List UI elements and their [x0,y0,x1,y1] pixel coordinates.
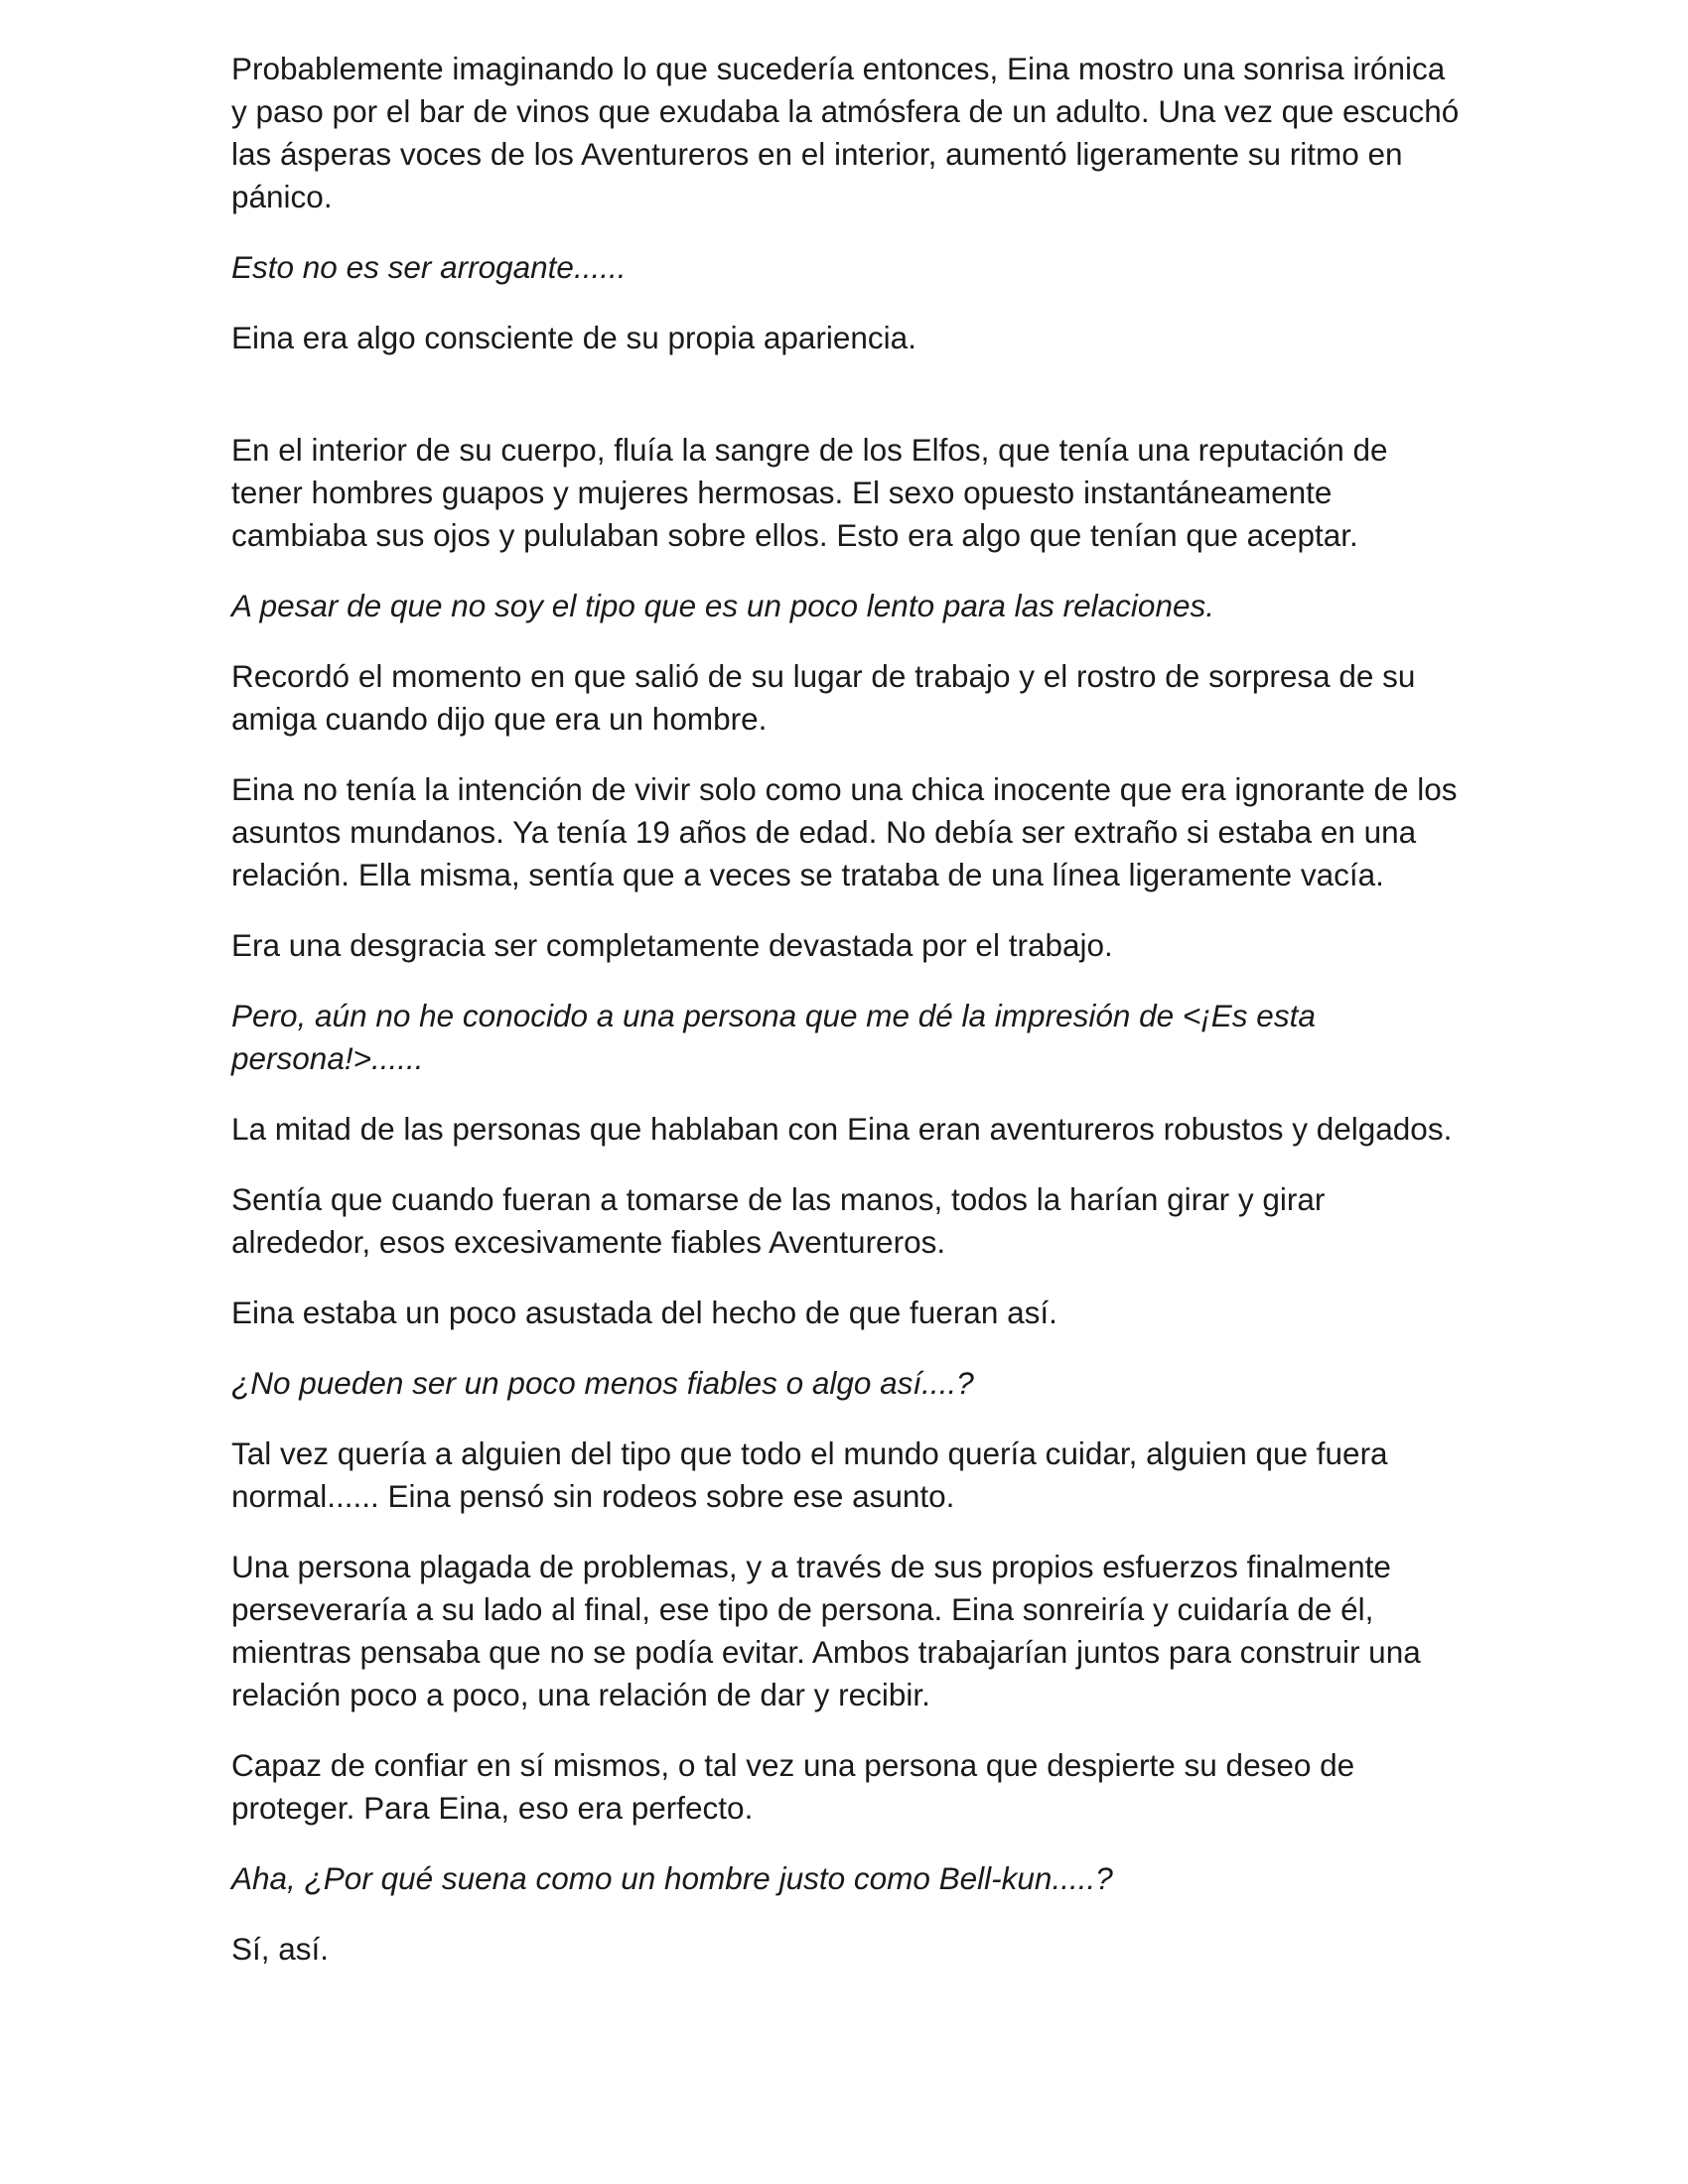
paragraph-italic: ¿No pueden ser un poco menos fiables o algo así....? [231,1365,974,1401]
paragraph: Eina era algo consciente de su propia apariencia. [231,320,916,355]
paragraph: Sí, así. [231,1931,330,1967]
paragraph: Recordó el momento en que salió de su lugar de trabajo y el rostro de sorpresa de su amiga cuando dijo que era un hombre. [231,658,1416,737]
paragraph: En el interior de su cuerpo, fluía la sangre de los Elfos, que tenía una reputación de tener hombres guapos y mujeres hermosas. El sexo opuesto instantáneamente cambiaba sus ojos y pululaban sobre ellos. Esto era algo que tenían que aceptar. [231,432,1388,553]
paragraph: Tal vez quería a alguien del tipo que todo el mundo quería cuidar, alguien que fuera normal...... Eina pensó sin rodeos sobre ese asunto. [231,1435,1388,1514]
paragraph-italic: Aha, ¿Por qué suena como un hombre justo como Bell-kun.....? [231,1860,1113,1896]
paragraph: Capaz de confiar en sí mismos, o tal vez una persona que despierte su deseo de proteger. Para Eina, eso era perfecto. [231,1747,1355,1826]
paragraph: Sentía que cuando fueran a tomarse de las manos, todos la harían girar y girar alrededor, esos excesivamente fiables Aventureros. [231,1181,1326,1260]
paragraph: Una persona plagada de problemas, y a través de sus propios esfuerzos finalmente perseveraría a su lado al final, ese tipo de persona. Eina sonreiría y cuidaría de él, mientras pensaba que no se podía evitar. Ambos trabajarían juntos para construir una relación poco a poco, una relación de dar y recibir. [231,1549,1421,1712]
document-body [231,48,1463,1998]
paragraph: Eina estaba un poco asustada del hecho de que fueran así. [231,1295,1057,1330]
paragraph-italic: Esto no es ser arrogante...... [231,249,627,285]
paragraph: Era una desgracia ser completamente devastada por el trabajo. [231,927,1113,963]
paragraph-italic: A pesar de que no soy el tipo que es un poco lento para las relaciones. [231,588,1214,623]
paragraph: La mitad de las personas que hablaban con Eina eran aventureros robustos y delgados. [231,1111,1453,1147]
paragraph-italic: Pero, aún no he conocido a una persona que me dé la impresión de <¡Es esta persona!>...... [231,998,1316,1076]
paragraph: Probablemente imaginando lo que sucedería entonces, Eina mostro una sonrisa irónica y paso por el bar de vinos que exudaba la atmósfera de un adulto. Una vez que escuchó las ásperas voces de los Aventureros en el interior, aumentó ligeramente su ritmo en pánico. [231,51,1460,214]
paragraph: Eina no tenía la intención de vivir solo como una chica inocente que era ignorante de los asuntos mundanos. Ya tenía 19 años de edad. No debía ser extraño si estaba en una relación. Ella misma, sentía que a veces se trataba de una línea ligeramente vacía. [231,771,1458,892]
